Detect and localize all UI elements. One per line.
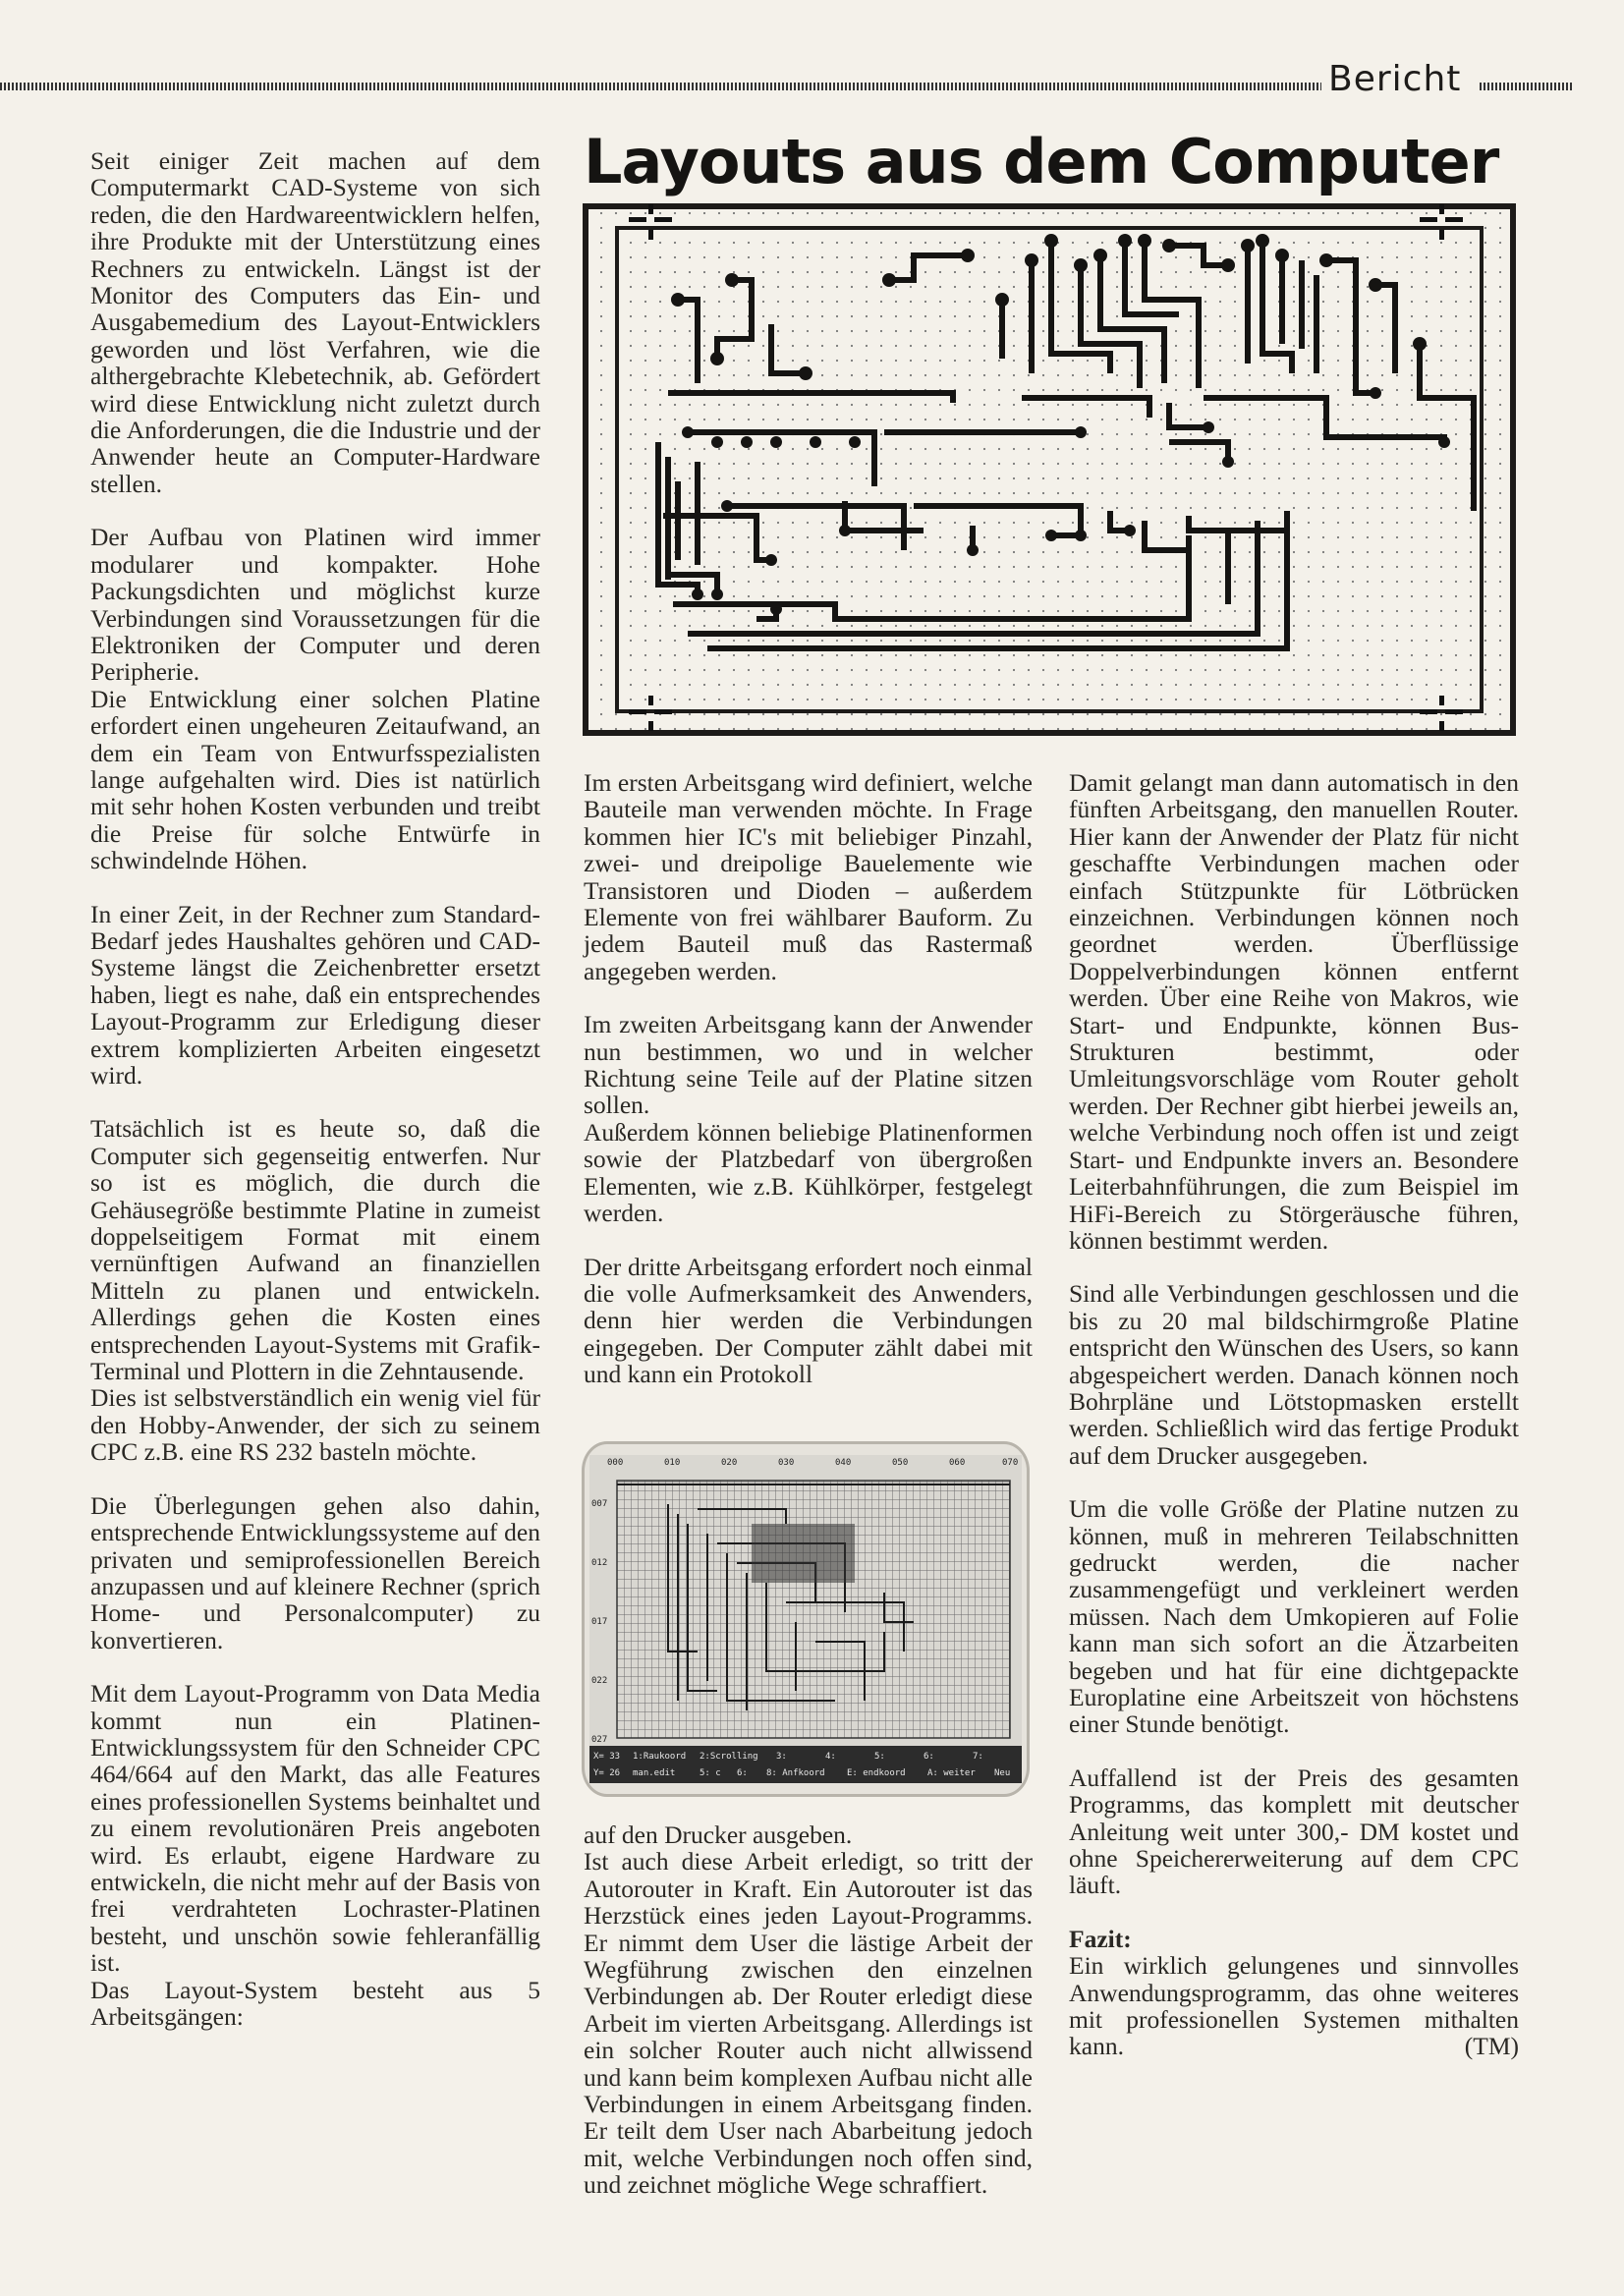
column-2-bottom bbox=[584, 1821, 1033, 2199]
paragraph: Seit einiger Zeit machen auf dem Computermarkt CAD-Systeme von sich reden, die den Hardwareentwicklern helfen, ihre Produkte mit der Unterstützung eines Rechners zu entwickeln. Längst ist der Monitor des Computers das Ein- und Ausgabemedium des Layout-Entwicklers geworden und löst Verfahren, wie die althergebrachte Klebetechnik, ab. Gefördert wird diese Entwicklung nicht zuletzt durch die Anforderungen, die die Industrie und der Anwender heute an Computer-Hardware stellen. bbox=[90, 146, 540, 498]
status-field: E: endkoord bbox=[847, 1768, 906, 1778]
x-tick: 020 bbox=[721, 1458, 738, 1468]
column-2-top bbox=[584, 769, 1033, 1388]
status-field: A: weiter bbox=[927, 1768, 976, 1778]
y-tick: 022 bbox=[591, 1676, 608, 1686]
paragraph: Im zweiten Arbeitsgang kann der Anwender nun bestimmen, wo und in welcher Richtung seine Teile auf der Platine sitzen sollen. bbox=[584, 1010, 1033, 1120]
status-field: 4: bbox=[825, 1752, 836, 1762]
status-field: Y= 26 bbox=[593, 1768, 621, 1778]
y-tick: 017 bbox=[591, 1617, 608, 1627]
y-tick: 012 bbox=[591, 1558, 608, 1568]
program-screen-display bbox=[589, 1455, 1022, 1783]
paragraph: Der Aufbau von Platinen wird immer modularer und kompakter. Hohe Packungsdichten und möglichst kurze Verbindungen sind Voraussetzungen für die Elektroniken der Computer und deren Peripherie. bbox=[90, 523, 540, 687]
column-3 bbox=[1069, 769, 1519, 2060]
x-tick: 000 bbox=[607, 1458, 624, 1468]
status-field: 5: bbox=[874, 1752, 885, 1762]
status-field: 2:Scrolling bbox=[700, 1752, 758, 1762]
x-tick: 050 bbox=[892, 1458, 909, 1468]
program-screenshot bbox=[582, 1441, 1030, 1797]
paragraph: Die Entwicklung einer solchen Platine erfordert einen ungeheuren Zeitaufwand, an dem ein Team von Entwurfsspezialisten lange aufgehalten wird. Dies ist natürlich mit sehr hohen Kosten verbunden und treibt die Preise für solche Entwürfe in schwindelnde Höhen. bbox=[90, 684, 540, 875]
status-field: 5: c bbox=[700, 1768, 721, 1778]
x-tick: 060 bbox=[949, 1458, 966, 1468]
status-field: 3: bbox=[776, 1752, 787, 1762]
paragraph: Der dritte Arbeitsgang erfordert noch einmal die volle Aufmerksamkeit des Anwenders, denn hier werden die Verbindungen eingegeben. Der Computer zählt dabei mit und kann ein Protokoll bbox=[584, 1252, 1033, 1389]
fazit-text bbox=[1069, 1952, 1519, 2060]
paragraph: Sind alle Verbindungen geschlossen und die bis zu 20 mal bildschirmgroße Platine entspricht den Wünschen des Users, so kann abgespeichert werden. Danach können noch Bohrpläne und Lötstopmasken erstellt werden. Schließlich wird das fertige Produkt auf dem Drucker ausgegeben. bbox=[1069, 1279, 1519, 1470]
x-tick: 010 bbox=[664, 1458, 681, 1468]
paragraph: Tatsächlich ist es heute so, daß die Computer sich gegenseitig entwerfen. Nur so ist es möglich, die durch die Gehäusegröße bestimmte Platine in zumeist doppelseitigem Format mit einem vernünftigen Aufwand an finanziellen Mitteln zu planen und entwickeln. Allerdings gehen die Kosten eines entsprechenden Layout-Systems mit Grafik-Terminal und Plottern in die Zehntausende. bbox=[90, 1114, 540, 1386]
status-field: 8: Anfkoord bbox=[766, 1768, 825, 1778]
paragraph: Damit gelangt man dann automatisch in den fünften Arbeitsgang, den manuellen Router. Hier kann der Anwender der Platz für nicht geschaffte Verbindungen machen oder einfach Stützpunkte für Lötbrücken einzeichnen. Verbindungen können noch geordnet werden. Überflüssige Doppelverbindungen können entfernt werden. Über eine Reihe von Makros, wie Start- und Endpunkte, können Bus-Strukturen bestimmt, oder Umleitungsvorschläge vom Router geholt werden. Der Rechner gibt hierbei jeweils an, welche Verbindung noch offen ist und zeigt Start- und Endpunkte invers an. Besondere Leiterbahnführungen, die zum Beispiel im HiFi-Bereich zu Störgeräusche führen, können bestimmt werden. bbox=[1069, 768, 1519, 1255]
status-field: X= 33 bbox=[593, 1752, 621, 1762]
article-headline: Layouts aus dem Computer bbox=[584, 126, 1499, 197]
paragraph: Dies ist selbstverständlich ein wenig viel für den Hobby-Anwender, der sich zu seinem CPC z.B. eine RS 232 basteln möchte. bbox=[90, 1383, 540, 1467]
paragraph: Auffallend ist der Preis des gesamten Programms, das komplett mit deutscher Anleitung weit unter 300,- DM kostet und ohne Speichererweiterung auf dem CPC läuft. bbox=[1069, 1763, 1519, 1900]
paragraph: Mit dem Layout-Programm von Data Media kommt nun ein Platinen-Entwicklungssystem für den Schneider CPC 464/664 auf den Markt, das alle Features eines professionellen Systems beinhaltet und zu einem revolutionären Preis angeboten wird. Es erlaubt, eigene Hardware zu entwickeln, die nicht mehr auf der Basis von frei verdrahteten Lochraster-Platinen besteht, und unschön sowie fehleranfällig ist. bbox=[90, 1679, 540, 1978]
status-field: man.edit bbox=[633, 1768, 676, 1778]
header-dotted-rule-right bbox=[1480, 83, 1573, 90]
status-field: 6: bbox=[924, 1752, 934, 1762]
paragraph: Im ersten Arbeitsgang wird definiert, welche Bauteile man verwenden möchte. In Frage kommen hier IC's mit beliebiger Pinzahl, zwei- und dreipolige Bauelemente wie Transistoren und Dioden – außerdem Elemente von frei wählbarer Bauform. Zu jedem Bauteil muß das Rastermaß angegeben werden. bbox=[584, 768, 1033, 985]
y-tick: 007 bbox=[591, 1499, 608, 1509]
status-field: 6: bbox=[737, 1768, 748, 1778]
status-field: Neu bbox=[994, 1768, 1011, 1778]
fazit-body: Ein wirklich gelungenes und sinnvolles Anwendungsprogramm, das ohne weiteres mit professionellen Systemen mithalten kann. bbox=[1069, 1951, 1519, 2061]
paragraph: Um die volle Größe der Platine nutzen zu können, muß in mehreren Teilabschnitten gedruckt werden, die nacher zusammengefügt und verkleinert werden müssen. Nach dem Umkopieren auf Folie kann man sich sofort an die Ätzarbeiten begeben und hat für eine dichtgepackte Europlatine eine Arbeitszeit von höchstens einer Stunde benötigt. bbox=[1069, 1494, 1519, 1739]
x-tick: 030 bbox=[778, 1458, 795, 1468]
y-tick: 027 bbox=[591, 1735, 608, 1745]
header-dotted-rule-left bbox=[0, 83, 1321, 90]
fazit-heading: Fazit: bbox=[1069, 1924, 1132, 1953]
column-1 bbox=[90, 147, 540, 2030]
paragraph: In einer Zeit, in der Rechner zum Standard-Bedarf jedes Haushaltes gehören und CAD-Systeme längst die Zeichenbretter ersetzt haben, liegt es nahe, daß ein entsprechendes Layout-Programm zur Erledigung dieser extrem komplizierten Arbeiten eingesetzt wird. bbox=[90, 899, 540, 1090]
section-label: Bericht bbox=[1328, 59, 1462, 99]
paragraph: Ist auch diese Arbeit erledigt, so tritt der Autorouter in Kraft. Ein Autorouter ist das Herzstück eines jeden Layout-Programms. Er nimmt dem User die lästige Arbeit der Wegführung zwischen den einzelnen Verbindungen ab. Der Router erledigt diese Arbeit im vierten Arbeitsgang. Allerdings ist ein solcher Router auch nicht allwissend und kann beim komplexen Aufbau nicht alle Verbindungen in einem Arbeitsgang finden. Er teilt dem User nach Abarbeitung jedoch mit, welche Verbindungen noch offen sind, und zeichnet mögliche Wege schraffiert. bbox=[584, 1847, 1033, 2200]
status-field: 1:Raukoord bbox=[633, 1752, 687, 1762]
x-tick: 040 bbox=[835, 1458, 852, 1468]
author-signature: (TM) bbox=[1464, 2032, 1519, 2061]
paragraph: Außerdem können beliebige Platinenformen sowie der Platzbedarf von übergroßen Elementen, wie z.B. Kühlkörper, festgelegt werden. bbox=[584, 1117, 1033, 1228]
pcb-layout-illustration bbox=[580, 147, 1519, 737]
paragraph: auf den Drucker ausgeben. bbox=[584, 1820, 853, 1849]
paragraph: Das Layout-System besteht aus 5 Arbeitsgängen: bbox=[90, 1975, 540, 2031]
x-tick: 070 bbox=[1002, 1458, 1019, 1468]
paragraph: Die Überlegungen gehen also dahin, entsprechende Entwicklungssysteme auf den privaten und semiprofessionellen Bereich anzupassen und auf kleinere Rechner (sprich Home- und Personalcomputer) zu konvertieren. bbox=[90, 1490, 540, 1654]
status-field: 7: bbox=[973, 1752, 983, 1762]
